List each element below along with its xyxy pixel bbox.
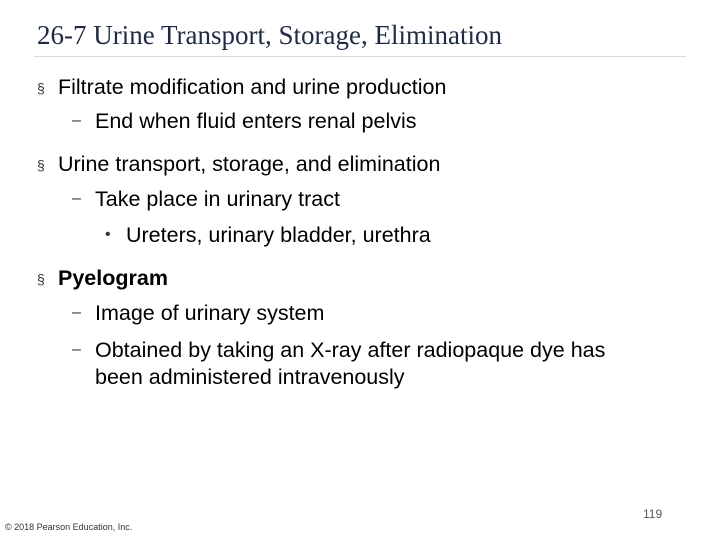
- slide-title: 26-7 Urine Transport, Storage, Elimination: [37, 20, 502, 50]
- sub-bullet-item: Image of urinary system: [95, 301, 325, 325]
- title-divider: [34, 56, 686, 57]
- dash-marker-icon: –: [72, 190, 81, 207]
- dash-marker-icon: –: [72, 304, 81, 321]
- sub-bullet-item: End when fluid enters renal pelvis: [95, 109, 417, 133]
- bullet-item: Urine transport, storage, and elimination: [58, 152, 441, 176]
- dash-marker-icon: –: [72, 112, 81, 129]
- bullet-marker-icon: §: [37, 80, 45, 96]
- bullet-marker-icon: §: [37, 271, 45, 287]
- copyright-notice: © 2018 Pearson Education, Inc.: [5, 522, 133, 532]
- bullet-item: Filtrate modification and urine production: [58, 75, 447, 99]
- dot-marker-icon: •: [105, 226, 111, 243]
- page-number: 119: [643, 507, 663, 521]
- sub-sub-bullet-item: Ureters, urinary bladder, urethra: [126, 223, 431, 247]
- sub-bullet-item: Take place in urinary tract: [95, 187, 340, 211]
- bullet-marker-icon: §: [37, 157, 45, 173]
- sub-bullet-item-continuation: been administered intravenously: [95, 365, 405, 389]
- sub-bullet-item: Obtained by taking an X-ray after radiopaque dye has: [95, 338, 606, 362]
- dash-marker-icon: –: [72, 341, 81, 358]
- bullet-item: Pyelogram: [58, 266, 168, 290]
